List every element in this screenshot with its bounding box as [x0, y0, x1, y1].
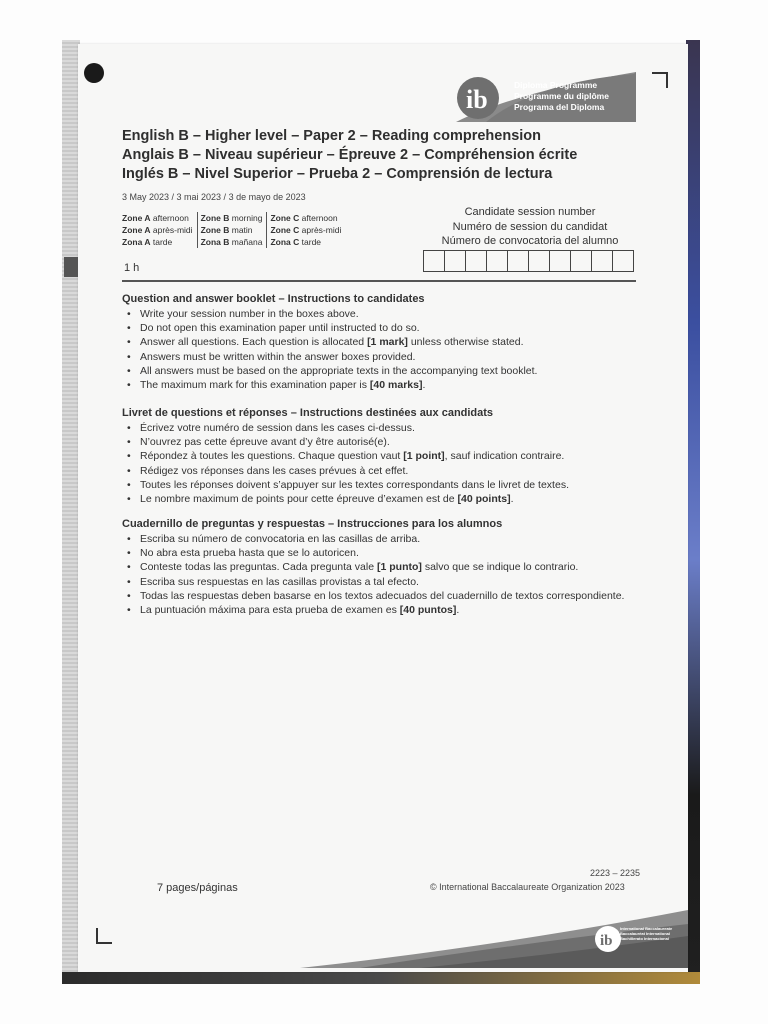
header-divider [122, 280, 636, 282]
footer-logo-line: International Baccalaureate [620, 926, 673, 931]
instruction-text: Write your session number in the boxes above. [140, 308, 359, 320]
instruction-item [122, 546, 642, 560]
instructions-french [122, 406, 642, 506]
instruction-text: salvo que se indique lo contrario. [421, 561, 579, 574]
instruction-text: No abra esta prueba hasta que se lo autoricen. [140, 547, 359, 560]
scan-bottom-edge [62, 972, 700, 984]
corner-crop-mark-bottom-left [96, 928, 112, 944]
instruction-text: . [510, 493, 514, 506]
footer-ib-mark: ib [600, 933, 613, 949]
ib-logo-mark: ib [466, 85, 488, 114]
section-heading: Livret de questions et réponses – Instructions destinées aux candidats [122, 407, 494, 419]
session-number-box[interactable] [592, 251, 613, 271]
session-number-box[interactable] [550, 251, 571, 271]
candidate-session-label [422, 205, 638, 249]
scan-right-edge [686, 40, 700, 984]
instruction-item [122, 350, 642, 364]
instruction-text: All answers must be based on the appropriate texts in the accompanying text booklet. [140, 364, 538, 377]
exam-titles [122, 127, 602, 184]
zone-row [122, 212, 193, 224]
session-label-line: Candidate session number [464, 206, 596, 218]
instruction-item [122, 435, 642, 449]
zone-time: après-midi [301, 225, 342, 235]
instruction-item [122, 421, 642, 435]
instruction-text: . [422, 379, 426, 392]
logo-line: Diploma Programme [514, 80, 598, 90]
session-number-boxes [423, 250, 634, 272]
instruction-text: Escriba sus respuestas en las casillas provistas a tal efecto. [140, 575, 419, 588]
instruction-text: Answer all questions. Each question is allocated [140, 336, 368, 349]
title-french: Anglais B – Niveau supérieur – Épreuve 2 – Compréhension écrite [122, 147, 578, 163]
instruction-text: Answers must be written within the answer boxes provided. [140, 350, 416, 363]
zone-column-a [122, 212, 198, 248]
instruction-text: Toutes les réponses doivent s’appuyer sur les textes correspondants dans le livret de textes. [140, 478, 569, 491]
zone-label: Zona A [122, 237, 151, 247]
mark-allocation: [40 points] [457, 493, 511, 506]
session-number-box[interactable] [445, 251, 466, 271]
instruction-text: Le nombre maximum de points pour cette épreuve d’examen est de [140, 493, 458, 506]
zone-label: Zone C [270, 225, 300, 235]
session-number-box[interactable] [424, 251, 445, 271]
instruction-item [122, 575, 642, 589]
zone-row [270, 236, 341, 248]
zone-row [122, 236, 193, 248]
instruction-text: La puntuación máxima para esta prueba de examen es [140, 604, 400, 617]
zone-time: tarde [152, 237, 173, 247]
mark-allocation: [40 marks] [369, 379, 423, 392]
zone-column-b [201, 212, 268, 248]
zone-row [201, 212, 263, 224]
instruction-text: . [456, 604, 460, 617]
instruction-item [122, 532, 642, 546]
punch-hole [84, 63, 104, 83]
zone-time: tarde [301, 237, 322, 247]
instruction-text: Do not open this examination paper until instructed to do so. [140, 322, 420, 335]
instruction-item [122, 364, 642, 378]
instruction-item [122, 603, 642, 617]
zone-label: Zone B [200, 225, 230, 235]
corner-crop-mark-top-right [652, 72, 668, 88]
instruction-text: Répondez à toutes les questions. Chaque question vaut [140, 450, 404, 463]
zone-label: Zona C [270, 237, 300, 247]
instruction-text: Écrivez votre numéro de session dans les cases ci-dessus. [140, 422, 415, 434]
footer-ib-logo-text [620, 926, 680, 941]
instruction-item [122, 307, 642, 321]
instruction-text: N’ouvrez pas cette épreuve avant d’y être autorisé(e). [140, 436, 390, 449]
instructions-spanish [122, 517, 642, 617]
mark-allocation: [1 point] [403, 450, 445, 463]
instruction-text: Conteste todas las preguntas. Cada pregunta vale [140, 561, 377, 574]
instruction-item [122, 492, 642, 506]
section-heading: Cuadernillo de preguntas y respuestas – Instrucciones para los alumnos [122, 518, 503, 530]
title-english: English B – Higher level – Paper 2 – Reading comprehension [122, 128, 542, 144]
session-number-box[interactable] [571, 251, 592, 271]
zone-label: Zone A [122, 213, 151, 223]
logo-line: Programme du diplôme [514, 91, 609, 101]
session-label-line: Numéro de session du candidat [452, 220, 608, 233]
section-heading: Question and answer booklet – Instructions to candidates [122, 293, 425, 305]
logo-line: Programa del Diploma [514, 102, 605, 112]
instructions-english [122, 292, 642, 392]
footer-logo-line: Bachillerato Internacional [620, 936, 669, 941]
instruction-text: unless otherwise stated. [407, 336, 524, 349]
zone-row [270, 224, 341, 236]
zone-time: afternoon [301, 213, 338, 223]
session-number-box[interactable] [466, 251, 487, 271]
instruction-item [122, 589, 642, 603]
instruction-text: Rédigez vos réponses dans les cases prévues à cet effet. [140, 464, 409, 477]
zone-row [122, 224, 193, 236]
side-tab-marker [64, 257, 78, 277]
exam-date: 3 May 2023 / 3 mai 2023 / 3 de mayo de 2023 [122, 192, 306, 202]
zone-row [270, 212, 341, 224]
instruction-item [122, 321, 642, 335]
zone-time: après-midi [152, 225, 193, 235]
instruction-text: The maximum mark for this examination paper is [140, 379, 370, 392]
zone-row [201, 236, 263, 248]
time-zones-table [122, 212, 348, 248]
zone-label: Zone A [122, 225, 151, 235]
footer-logo-line: Baccalauréat International [620, 931, 671, 936]
zone-label: Zone B [200, 213, 230, 223]
instruction-item [122, 560, 642, 574]
copyright-notice: © International Baccalaureate Organization 2023 [430, 882, 625, 892]
exam-duration: 1 h [124, 262, 140, 274]
session-number-box[interactable] [508, 251, 529, 271]
instruction-item [122, 464, 642, 478]
ib-logo-text [514, 80, 609, 113]
title-spanish: Inglés B – Nivel Superior – Prueba 2 – Comprensión de lectura [122, 166, 553, 182]
page-count: 7 pages/páginas [157, 882, 238, 894]
mark-allocation: [40 puntos] [399, 604, 457, 617]
instruction-item [122, 335, 642, 349]
instruction-text: Escriba su número de convocatoria en las casillas de arriba. [140, 533, 421, 545]
zone-time: matin [231, 225, 253, 235]
instruction-item [122, 378, 642, 392]
zone-time: morning [231, 213, 263, 223]
zone-label: Zona B [200, 237, 230, 247]
zone-row [201, 224, 263, 236]
mark-allocation: [1 mark] [367, 336, 408, 349]
paper-code: 2223 – 2235 [590, 868, 641, 878]
session-number-box[interactable] [487, 251, 508, 271]
instruction-text: , sauf indication contraire. [444, 450, 565, 463]
instruction-text: Todas las respuestas deben basarse en los textos adecuados del cuadernillo de textos correspondiente. [140, 589, 625, 602]
instruction-item [122, 449, 642, 463]
zone-time: afternoon [152, 213, 189, 223]
ib-diploma-logo-banner [456, 72, 636, 122]
instruction-item [122, 478, 642, 492]
session-label-line: Número de convocatoria del alumno [441, 235, 619, 247]
session-number-box[interactable] [529, 251, 550, 271]
zone-time: mañana [231, 237, 263, 247]
instruction-list [122, 532, 642, 617]
session-number-box[interactable] [613, 251, 633, 271]
mark-allocation: [1 punto] [377, 561, 422, 574]
zone-column-c [270, 212, 345, 248]
zone-label: Zone C [270, 213, 300, 223]
instruction-list [122, 421, 642, 506]
instruction-list [122, 307, 642, 392]
